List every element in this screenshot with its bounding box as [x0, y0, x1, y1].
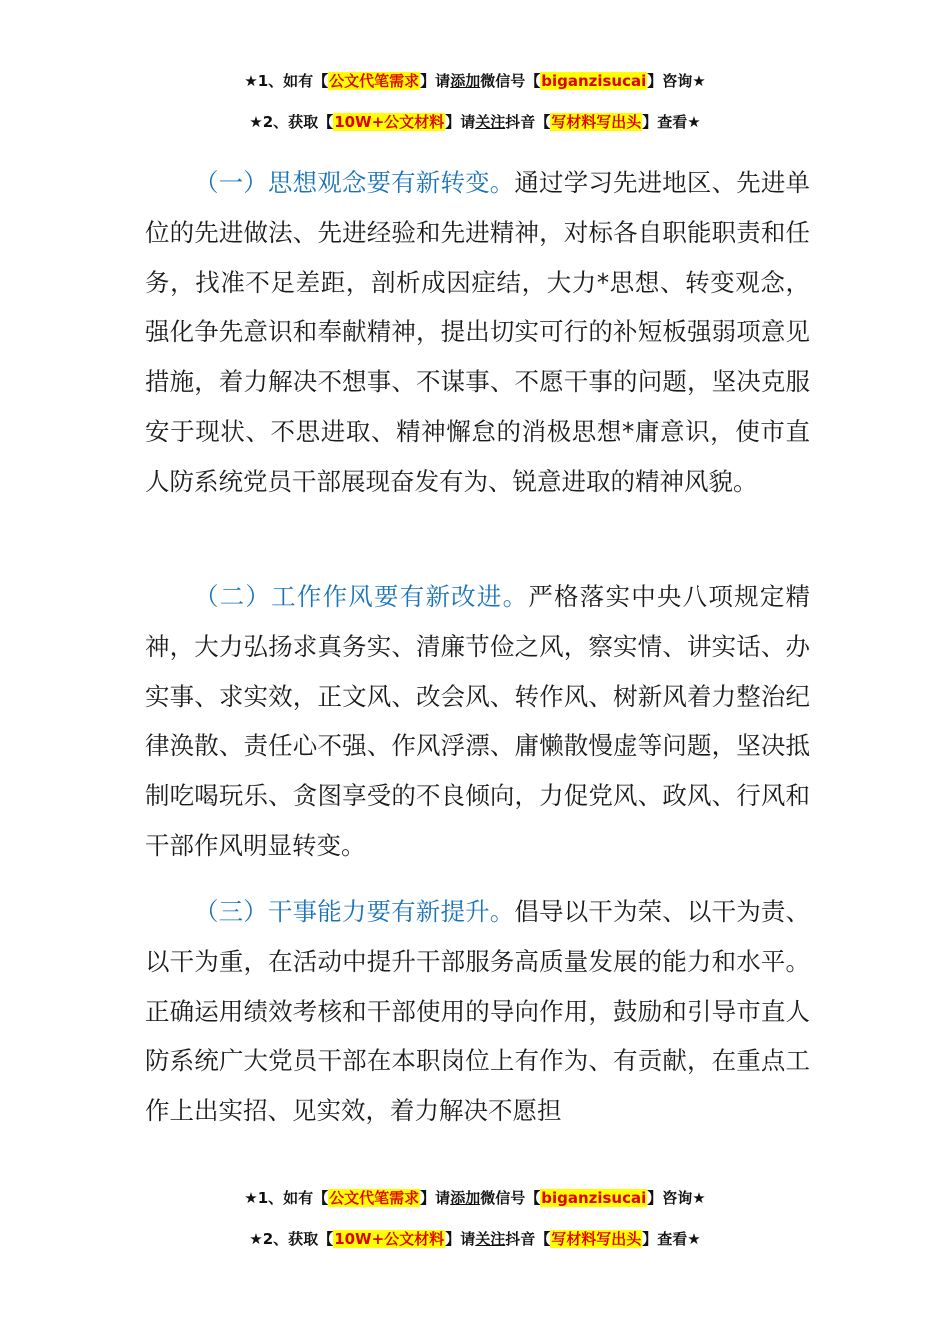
bottom-banner-line-1: [0, 1188, 950, 1208]
banner-text: 抖音【: [505, 1230, 551, 1248]
banner-text: 】查看★: [642, 1230, 701, 1248]
banner-text: ★1、如有【: [244, 1189, 329, 1207]
bottom-banner-line-2: [0, 1229, 950, 1249]
banner-text: 】请: [445, 1230, 476, 1248]
top-banner-line-2: [0, 112, 950, 132]
paragraph-1: [145, 158, 810, 507]
banner-text: ★2、获取【: [249, 1230, 334, 1248]
banner-text: ★1、如有【: [244, 72, 329, 90]
paragraph-body: 倡导以干为荣、以干为责、以干为重，在活动中提升干部服务高质量发展的能力和水平。正确运用绩效考核和干部使用的导向作用，鼓励和引导市直人防系统广大党员干部在本职岗位上有作为、有贡献，在重点工作上出实招、见实效，着力解决不愿担: [145, 897, 811, 1126]
banner-underline: 添加: [450, 1189, 481, 1207]
banner-highlight: 写材料写出头: [551, 1230, 642, 1248]
banner-highlight: 公文代笔需求: [329, 1189, 420, 1207]
banner-underline: 关注: [475, 113, 506, 131]
banner-highlight: biganzisucai: [541, 1189, 647, 1207]
paragraph-heading: （二）工作作风要有新改进。: [194, 582, 529, 611]
banner-text: 微信号【: [480, 72, 541, 90]
banner-text: 微信号【: [480, 1189, 541, 1207]
banner-highlight: biganzisucai: [541, 72, 647, 90]
paragraph-heading: （三）干事能力要有新提升。: [194, 897, 515, 926]
top-banner-line-1: [0, 71, 950, 91]
paragraph-body: 严格落实中央八项规定精神，大力弘扬求真务实、清廉节俭之风，察实情、讲实话、办实事、求实效，正文风、改会风、转作风、树新风着力整治纪律涣散、责任心不强、作风浮漂、庸懒散慢虚等问题，坚决抵制吃喝玩乐、贪图享受的不良倾向，力促党风、政风、行风和干部作风明显转变。: [145, 582, 811, 860]
banner-text: ★2、获取【: [249, 113, 334, 131]
paragraph-heading: （一）思想观念要有新转变。: [194, 168, 515, 197]
banner-underline: 关注: [475, 1230, 506, 1248]
banner-text: 抖音【: [505, 113, 551, 131]
banner-text: 】请: [445, 113, 476, 131]
banner-underline: 添加: [450, 72, 481, 90]
banner-text: 】咨询★: [647, 72, 706, 90]
banner-text: 】请: [420, 72, 451, 90]
banner-highlight: 10W+公文材料: [334, 113, 445, 131]
banner-text: 】咨询★: [647, 1189, 706, 1207]
banner-highlight: 写材料写出头: [551, 113, 642, 131]
paragraph-3: [145, 887, 810, 1136]
banner-highlight: 公文代笔需求: [329, 72, 420, 90]
paragraph-2: [145, 572, 810, 871]
banner-text: 】请: [420, 1189, 451, 1207]
banner-highlight: 10W+公文材料: [334, 1230, 445, 1248]
paragraph-body: 通过学习先进地区、先进单位的先进做法、先进经验和先进精神，对标各自职能职责和任务，找准不足差距，剖析成因症结，大力*思想、转变观念，强化争先意识和奉献精神，提出切实可行的补短板强弱项意见措施，着力解决不想事、不谋事、不愿干事的问题，坚决克服安于现状、不思进取、精神懈怠的消极思想*庸意识，使市直人防系统党员干部展现奋发有为、锐意进取的精神风貌。: [145, 168, 811, 496]
banner-text: 】查看★: [642, 113, 701, 131]
